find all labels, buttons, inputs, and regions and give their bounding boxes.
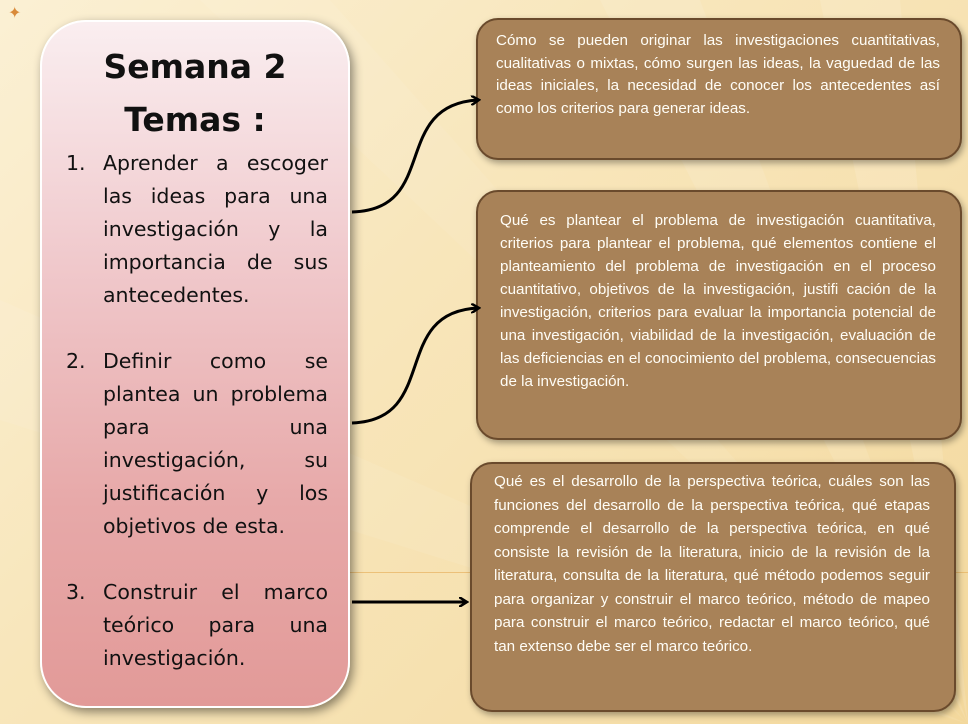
detail-box-problem [476,190,962,440]
topics-heading: Temas : [124,100,266,139]
arrow-to-problem [352,308,478,423]
topic-item-3 [66,576,328,675]
topic-number: 3. [66,580,86,604]
detail-text: Qué es plantear el problema de investigación cuantitativa, criterios para plantear el problema, qué elementos contiene el planteamiento del problema de investigación en el proceso cuantitativo, objetivos de la investigación, justifi cación de la investigación, criterios para evaluar la importancia potencial de una investigación, viabilidad de la investigación, evaluación de las deficiencias en el conocimiento del problema, consecuencias de la investigación. [500,212,936,390]
arrow-to-ideas [352,100,478,212]
detail-box-theory [470,462,956,712]
corner-accent-icon: ✦ [8,5,22,22]
detail-text: Cómo se pueden originar las investigaciones cuantitativas, cualitativas o mixtas, cómo surgen las ideas, la vaguedad de las ideas iniciales, la necesidad de conocer los antecedentes así como los criterios para generar ideas. [496,32,940,117]
topic-number: 1. [66,151,86,175]
detail-box-ideas [476,18,962,160]
detail-text: Qué es el desarrollo de la perspectiva teórica, cuáles son las funciones del desarrollo de la perspectiva teórica, qué etapas comprende el desarrollo de la perspectiva teórica, en qué consiste la revisión de la literatura, inicio de la revisión de la literatura, consulta de la literatura, qué método podemos seguir para organizar y construir el marco teórico, método de mapeo para construir el marco teórico, redactar el marco teórico, qué tan extenso debe ser el marco teórico. [494,473,930,655]
topic-text: Construir el marco teórico para una investigación. [103,580,328,670]
topic-item-1 [66,147,328,312]
topic-item-2 [66,345,328,543]
topic-number: 2. [66,349,86,373]
topic-text: Aprender a escoger las ideas para una investigación y la importancia de sus antecedentes. [103,151,328,307]
topic-text: Definir como se plantea un problema para una investigación, su justificación y los objetivos de esta. [103,349,328,538]
topics-list [66,147,328,675]
week-title: Semana 2 [103,47,287,86]
